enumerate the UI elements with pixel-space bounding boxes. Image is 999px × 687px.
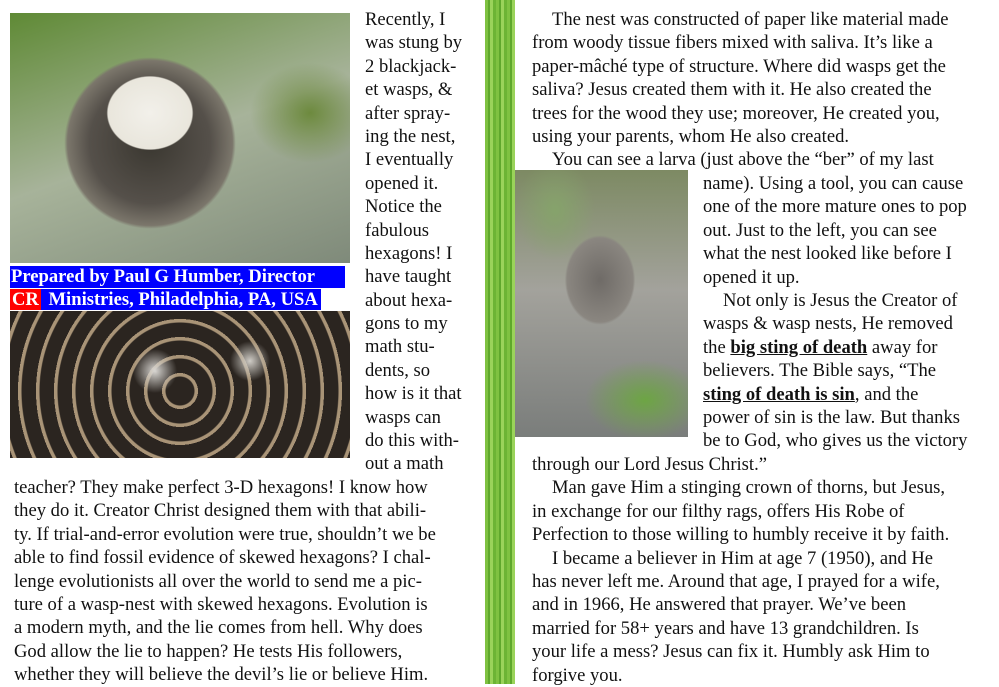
text-line: in exchange for our filthy rags, offers His Robe of: [532, 500, 905, 522]
text-line: gons to my: [365, 313, 448, 335]
text-line: have taught: [365, 266, 452, 288]
text-line: I became a believer in Him at age 7 (1950), and He: [552, 547, 934, 569]
text-line: using your parents, whom He also created.: [532, 125, 850, 147]
text-line: power of sin is the law. But thanks: [703, 406, 961, 428]
text-line: opened it up.: [703, 266, 800, 288]
cr-logo-text: CR: [12, 289, 39, 310]
text-line: one of the more mature ones to pop: [703, 196, 967, 218]
text-line: Perfection to those willing to humbly receive it by faith.: [532, 524, 950, 546]
text-line: and in 1966, He answered that prayer. We’ve been: [532, 594, 907, 616]
text-line: be to God, who gives us the victory: [703, 430, 968, 452]
text-line: dents, so: [365, 359, 431, 381]
text-line: name). Using a tool, you can cause: [703, 173, 964, 194]
text-line: paper-mâché type of structure. Where did wasps get the: [532, 55, 946, 77]
author-caption: [10, 266, 350, 311]
text-line: out. Just to the left, you can see: [703, 219, 937, 241]
text-line: et wasps, &: [365, 79, 453, 101]
text-line: math stu-: [365, 336, 435, 358]
text-line: out a math: [365, 453, 444, 475]
text-line: from woody tissue fibers mixed with saliva. It’s like a: [532, 32, 933, 54]
green-divider-bar: [485, 0, 515, 684]
text-line: about hexa-: [365, 289, 453, 311]
left-narrow-text: [365, 8, 462, 476]
text-line: trees for the wood they use; moreover, He created you,: [532, 102, 940, 124]
text-line: ing the nest,: [365, 125, 456, 147]
text-line: wasps can: [365, 406, 441, 428]
caption-line-2: Ministries, Philadelphia, PA, USA: [41, 289, 321, 310]
text-line: forgive you.: [532, 664, 623, 686]
text-line: what the nest looked like before I: [703, 243, 952, 265]
left-full-text: [14, 476, 436, 687]
text-line: believers. The Bible says, “The: [703, 360, 937, 382]
text-line: I eventually: [365, 149, 454, 171]
text-line: was stung by: [365, 32, 463, 54]
text-line: through our Lord Jesus Christ.”: [532, 454, 767, 475]
text-line: wasps & wasp nests, He removed: [703, 313, 953, 335]
emphasized-phrase: big sting of death: [730, 336, 868, 358]
text-line: Recently, I: [365, 9, 446, 30]
text-line: [703, 336, 967, 359]
text-line: God allow the lie to happen? He tests His followers,: [14, 640, 403, 662]
text-line: married for 58+ years and have 13 grandchildren. Is: [532, 617, 919, 639]
wasp-nest-closed-photo: [515, 170, 688, 437]
text-segment: the: [703, 336, 731, 358]
text-line: whether they will believe the devil’s lie or believe Him.: [14, 664, 429, 686]
text-line: ture of a wasp-nest with skewed hexagons. Evolution is: [14, 593, 428, 615]
text-segment: away for: [867, 336, 938, 358]
text-line: they do it. Creator Christ designed them with that abili-: [14, 500, 427, 522]
text-line: opened it.: [365, 172, 439, 194]
text-line: Man gave Him a stinging crown of thorns, but Jesus,: [552, 477, 946, 499]
text-line: teacher? They make perfect 3-D hexagons! I know how: [14, 477, 428, 498]
text-line: do this with-: [365, 430, 460, 452]
text-line: how is it that: [365, 383, 462, 405]
text-line: able to find fossil evidence of skewed hexagons? I chal-: [14, 547, 431, 569]
right-narrow-text: [703, 172, 967, 453]
caption-line-1: Prepared by Paul G Humber, Director: [10, 266, 345, 288]
text-line: Not only is Jesus the Creator of: [723, 289, 958, 311]
text-line: The nest was constructed of paper like material made: [552, 9, 949, 30]
text-line: has never left me. Around that age, I prayed for a wife,: [532, 570, 940, 592]
emphasized-phrase: sting of death is sin: [703, 383, 855, 405]
text-line: Notice the: [365, 196, 442, 218]
right-top-text: [532, 8, 949, 172]
text-line: fabulous: [365, 219, 430, 241]
text-line: your life a mess? Jesus can fix it. Humbly ask Him to: [532, 641, 930, 663]
text-line: 2 blackjack-: [365, 55, 457, 77]
hexagon-cells-closeup-photo: [10, 311, 350, 458]
text-line: a modern myth, and the lie comes from hell. Why does: [14, 617, 423, 639]
text-line: You can see a larva (just above the “ber” of my last: [552, 149, 934, 171]
text-line: hexagons! I: [365, 242, 453, 264]
text-line: after spray-: [365, 102, 451, 124]
wasp-nest-open-photo: [10, 13, 350, 263]
text-line: saliva? Jesus created them with it. He also created the: [532, 79, 932, 101]
text-line: [703, 383, 967, 406]
text-line: ty. If trial-and-error evolution were true, shouldn’t we be: [14, 523, 436, 545]
text-segment: , and the: [854, 383, 919, 405]
right-bottom-text: [532, 453, 949, 687]
text-line: lenge evolutionists all over the world to send me a pic-: [14, 570, 422, 592]
